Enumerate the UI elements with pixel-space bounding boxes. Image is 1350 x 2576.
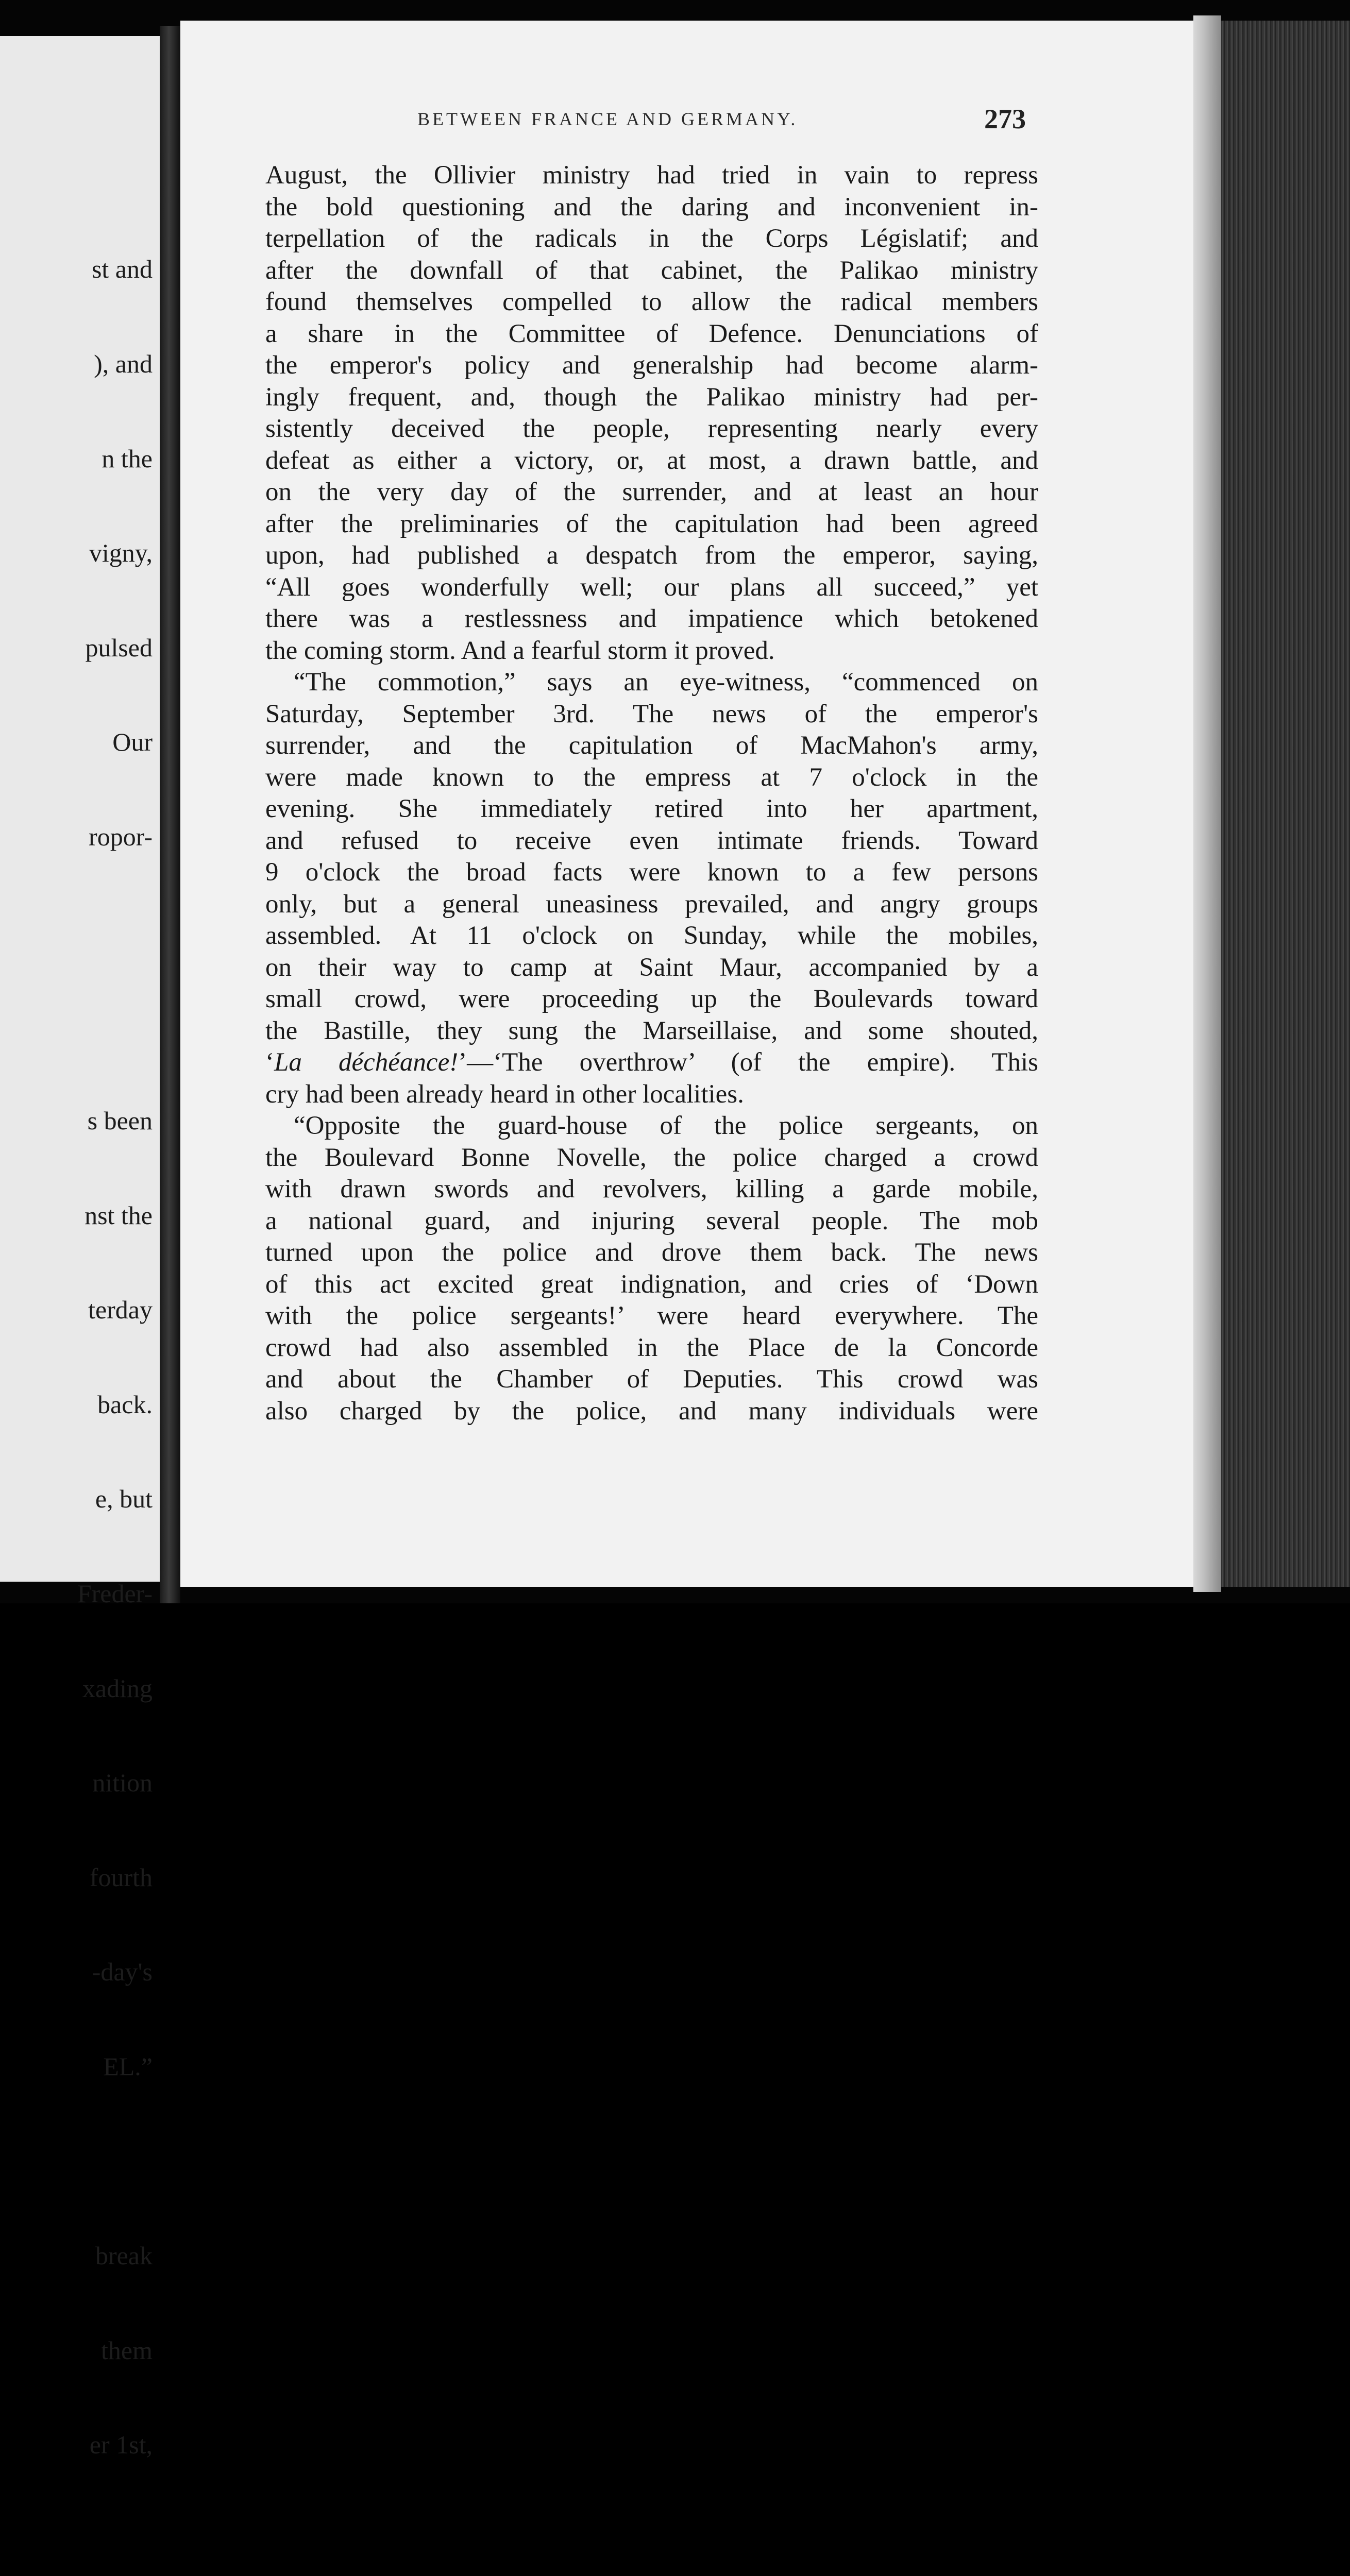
text-line: a national guard, and injuring several people. The mob	[265, 1206, 1038, 1235]
text-line: with drawn swords and revolvers, killing a garde mobile,	[265, 1175, 1038, 1204]
text-line: crowd had also assembled in the Place de la Concorde	[265, 1333, 1038, 1362]
italic-phrase: La déchéance!	[274, 1048, 459, 1077]
facing-line: ), and	[94, 349, 153, 379]
text-line: only, but a general uneasiness prevailed, and angry groups	[265, 889, 1038, 919]
text-line: and about the Chamber of Deputies. This crowd was	[265, 1365, 1038, 1394]
facing-line: nition	[92, 1768, 153, 1798]
facing-line: Freder-	[77, 1579, 153, 1608]
facing-line: terday	[88, 1295, 153, 1325]
text-line: defeat as either a victory, or, at most, a drawn battle, and	[265, 446, 1038, 475]
book-page	[180, 21, 1193, 1587]
facing-line: er 1st,	[89, 2430, 153, 2460]
text-line: ingly frequent, and, though the Palikao ministry had per-	[265, 382, 1038, 412]
page-number: 273	[984, 104, 1026, 134]
facing-line: nst the	[85, 1200, 153, 1230]
facing-line: e, but	[95, 1484, 153, 1514]
text-line: small crowd, were proceeding up the Boulevards toward	[265, 985, 1038, 1013]
facing-line	[77, 1010, 153, 1042]
facing-line: EL.”	[103, 2052, 153, 2081]
text-line: of this act excited great indignation, and cries of ‘Down	[265, 1269, 1038, 1299]
text-line: were made known to the empress at 7 o'clock in the	[265, 762, 1038, 792]
text-line-italic: ‘La déchéance!’—‘The overthrow’ (of the empire). This	[265, 1048, 1039, 1077]
text-line: also charged by the police, and many individuals were	[265, 1396, 1038, 1426]
facing-line: pulsed	[85, 633, 153, 662]
facing-line: xading	[82, 1673, 153, 1703]
text-line: “The commotion,” says an eye-witness, “commenced on	[294, 668, 1038, 697]
book-fore-edge	[1221, 21, 1350, 1587]
text-line: found themselves compelled to allow the radical members	[265, 287, 1038, 316]
text-line: sistently deceived the people, representing nearly every	[265, 414, 1038, 443]
running-head: BETWEEN FRANCE AND GERMANY.	[417, 109, 798, 129]
facing-line: vigny,	[89, 538, 153, 568]
text-line: a share in the Committee of Defence. Denunciations of	[265, 319, 1038, 348]
text-line: Saturday, September 3rd. The news of the emperor's	[265, 699, 1038, 728]
text-line: terpellation of the radicals in the Corps Législatif; and	[265, 224, 1038, 253]
text-line: on their way to camp at Saint Maur, accompanied by a	[265, 953, 1038, 982]
text-line: August, the Ollivier ministry had tried in vain to repress	[265, 161, 1038, 190]
text-line: assembled. At 11 o'clock on Sunday, while the mobiles,	[265, 921, 1038, 950]
facing-line	[77, 2146, 153, 2177]
page-body	[265, 160, 1038, 1427]
facing-line: -day's	[92, 1957, 153, 1987]
facing-line	[77, 916, 153, 947]
text-line: and refused to receive even intimate friends. Toward	[265, 826, 1038, 855]
text-line: evening. She immediately retired into her apartment,	[265, 794, 1038, 823]
facing-line: n the	[102, 444, 153, 473]
facing-line: ropor-	[89, 822, 153, 852]
text-line: “All goes wonderfully well; our plans all succeed,” yet	[265, 572, 1038, 602]
text-line: 9 o'clock the broad facts were known to a few persons	[265, 858, 1038, 887]
facing-line: them	[101, 2335, 153, 2365]
text-line: the emperor's policy and generalship had become alarm-	[265, 351, 1038, 380]
text-line: “Opposite the guard-house of the police sergeants, on	[294, 1111, 1038, 1140]
text-line: the coming storm. And a fearful storm it proved.	[265, 636, 775, 665]
text-line: on the very day of the surrender, and at least an hour	[265, 478, 1038, 506]
facing-page-text	[77, 191, 153, 2576]
facing-line: st and	[91, 255, 153, 284]
facing-line: back.	[97, 1389, 153, 1419]
facing-page	[0, 36, 160, 2460]
facing-line: break	[95, 2241, 153, 2270]
text-line: the Boulevard Bonne Novelle, the police charged a crowd	[265, 1143, 1038, 1172]
facing-line: s been	[87, 1106, 153, 1135]
facing-line: fourth	[89, 1862, 153, 1892]
text-line: the Bastille, they sung the Marseillaise, and some shouted,	[265, 1016, 1038, 1045]
facing-line: Our	[112, 727, 153, 757]
page-edge	[1193, 15, 1221, 1592]
text-line: surrender, and the capitulation of MacMahon's army,	[265, 731, 1038, 760]
text-line: turned upon the police and drove them back. The news	[265, 1238, 1038, 1267]
text-line: upon, had published a despatch from the emperor, saying,	[265, 541, 1038, 570]
page-header	[180, 103, 1193, 139]
text-line: after the preliminaries of the capitulation had been agreed	[265, 509, 1038, 538]
text-line: with the police sergeants!’ were heard everywhere. The	[265, 1301, 1038, 1330]
text-line: the bold questioning and the daring and inconvenient in-	[265, 192, 1038, 222]
text-line: cry had been already heard in other localities.	[265, 1079, 744, 1109]
text-line: after the downfall of that cabinet, the Palikao ministry	[265, 256, 1038, 285]
facing-line	[77, 2524, 153, 2555]
text-line: there was a restlessness and impatience which betokened	[265, 604, 1038, 633]
book-gutter	[160, 26, 180, 1603]
